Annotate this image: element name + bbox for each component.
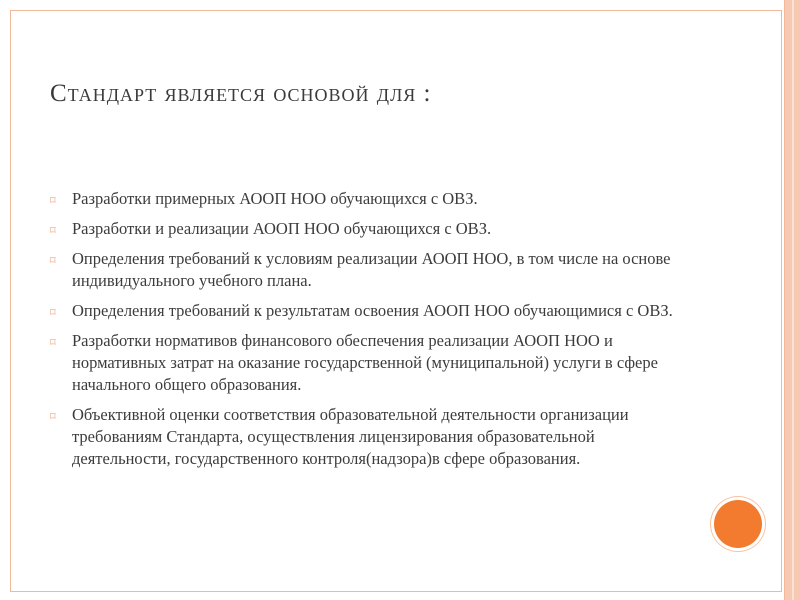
- bullet-item: [50, 404, 690, 470]
- bullet-marker-icon: ⌑: [50, 307, 56, 319]
- slide-title: Стандарт является основой для :: [50, 80, 432, 107]
- bullet-text: Определения требований к результатам освоения АООП НОО обучающимися с ОВЗ.: [72, 301, 673, 320]
- bullet-text: Разработки и реализации АООП НОО обучающихся с ОВЗ.: [72, 219, 492, 238]
- bullet-item: [50, 218, 690, 240]
- bullet-item: [50, 330, 690, 396]
- bullet-item: [50, 248, 690, 292]
- orange-circle-decoration: [714, 500, 762, 548]
- bullet-text: Разработки нормативов финансового обеспечения реализации АООП НОО и нормативных затрат на оказание государственной (муниципальной) услуги в сфере начального общего образования.: [72, 331, 658, 394]
- right-bar-stripe: [792, 0, 794, 600]
- bullet-item: [50, 300, 690, 322]
- bullet-marker-icon: ⌑: [50, 225, 56, 237]
- bullet-text: Объективной оценки соответствия образовательной деятельности организации требованиям Стандарта, осуществления лицензирования образовательной деятельности, государственного контроля(надзора)в сфере образования.: [72, 405, 629, 468]
- bullet-item: [50, 188, 690, 210]
- bullet-list: [50, 188, 690, 478]
- right-decorative-bar: [784, 0, 800, 600]
- bullet-marker-icon: ⌑: [50, 411, 56, 423]
- bullet-marker-icon: ⌑: [50, 255, 56, 267]
- bullet-marker-icon: ⌑: [50, 337, 56, 349]
- bullet-text: Разработки примерных АООП НОО обучающихся с ОВЗ.: [72, 189, 478, 208]
- bullet-marker-icon: ⌑: [50, 195, 56, 207]
- bullet-text: Определения требований к условиям реализации АООП НОО, в том числе на основе индивидуального учебного плана.: [72, 249, 671, 290]
